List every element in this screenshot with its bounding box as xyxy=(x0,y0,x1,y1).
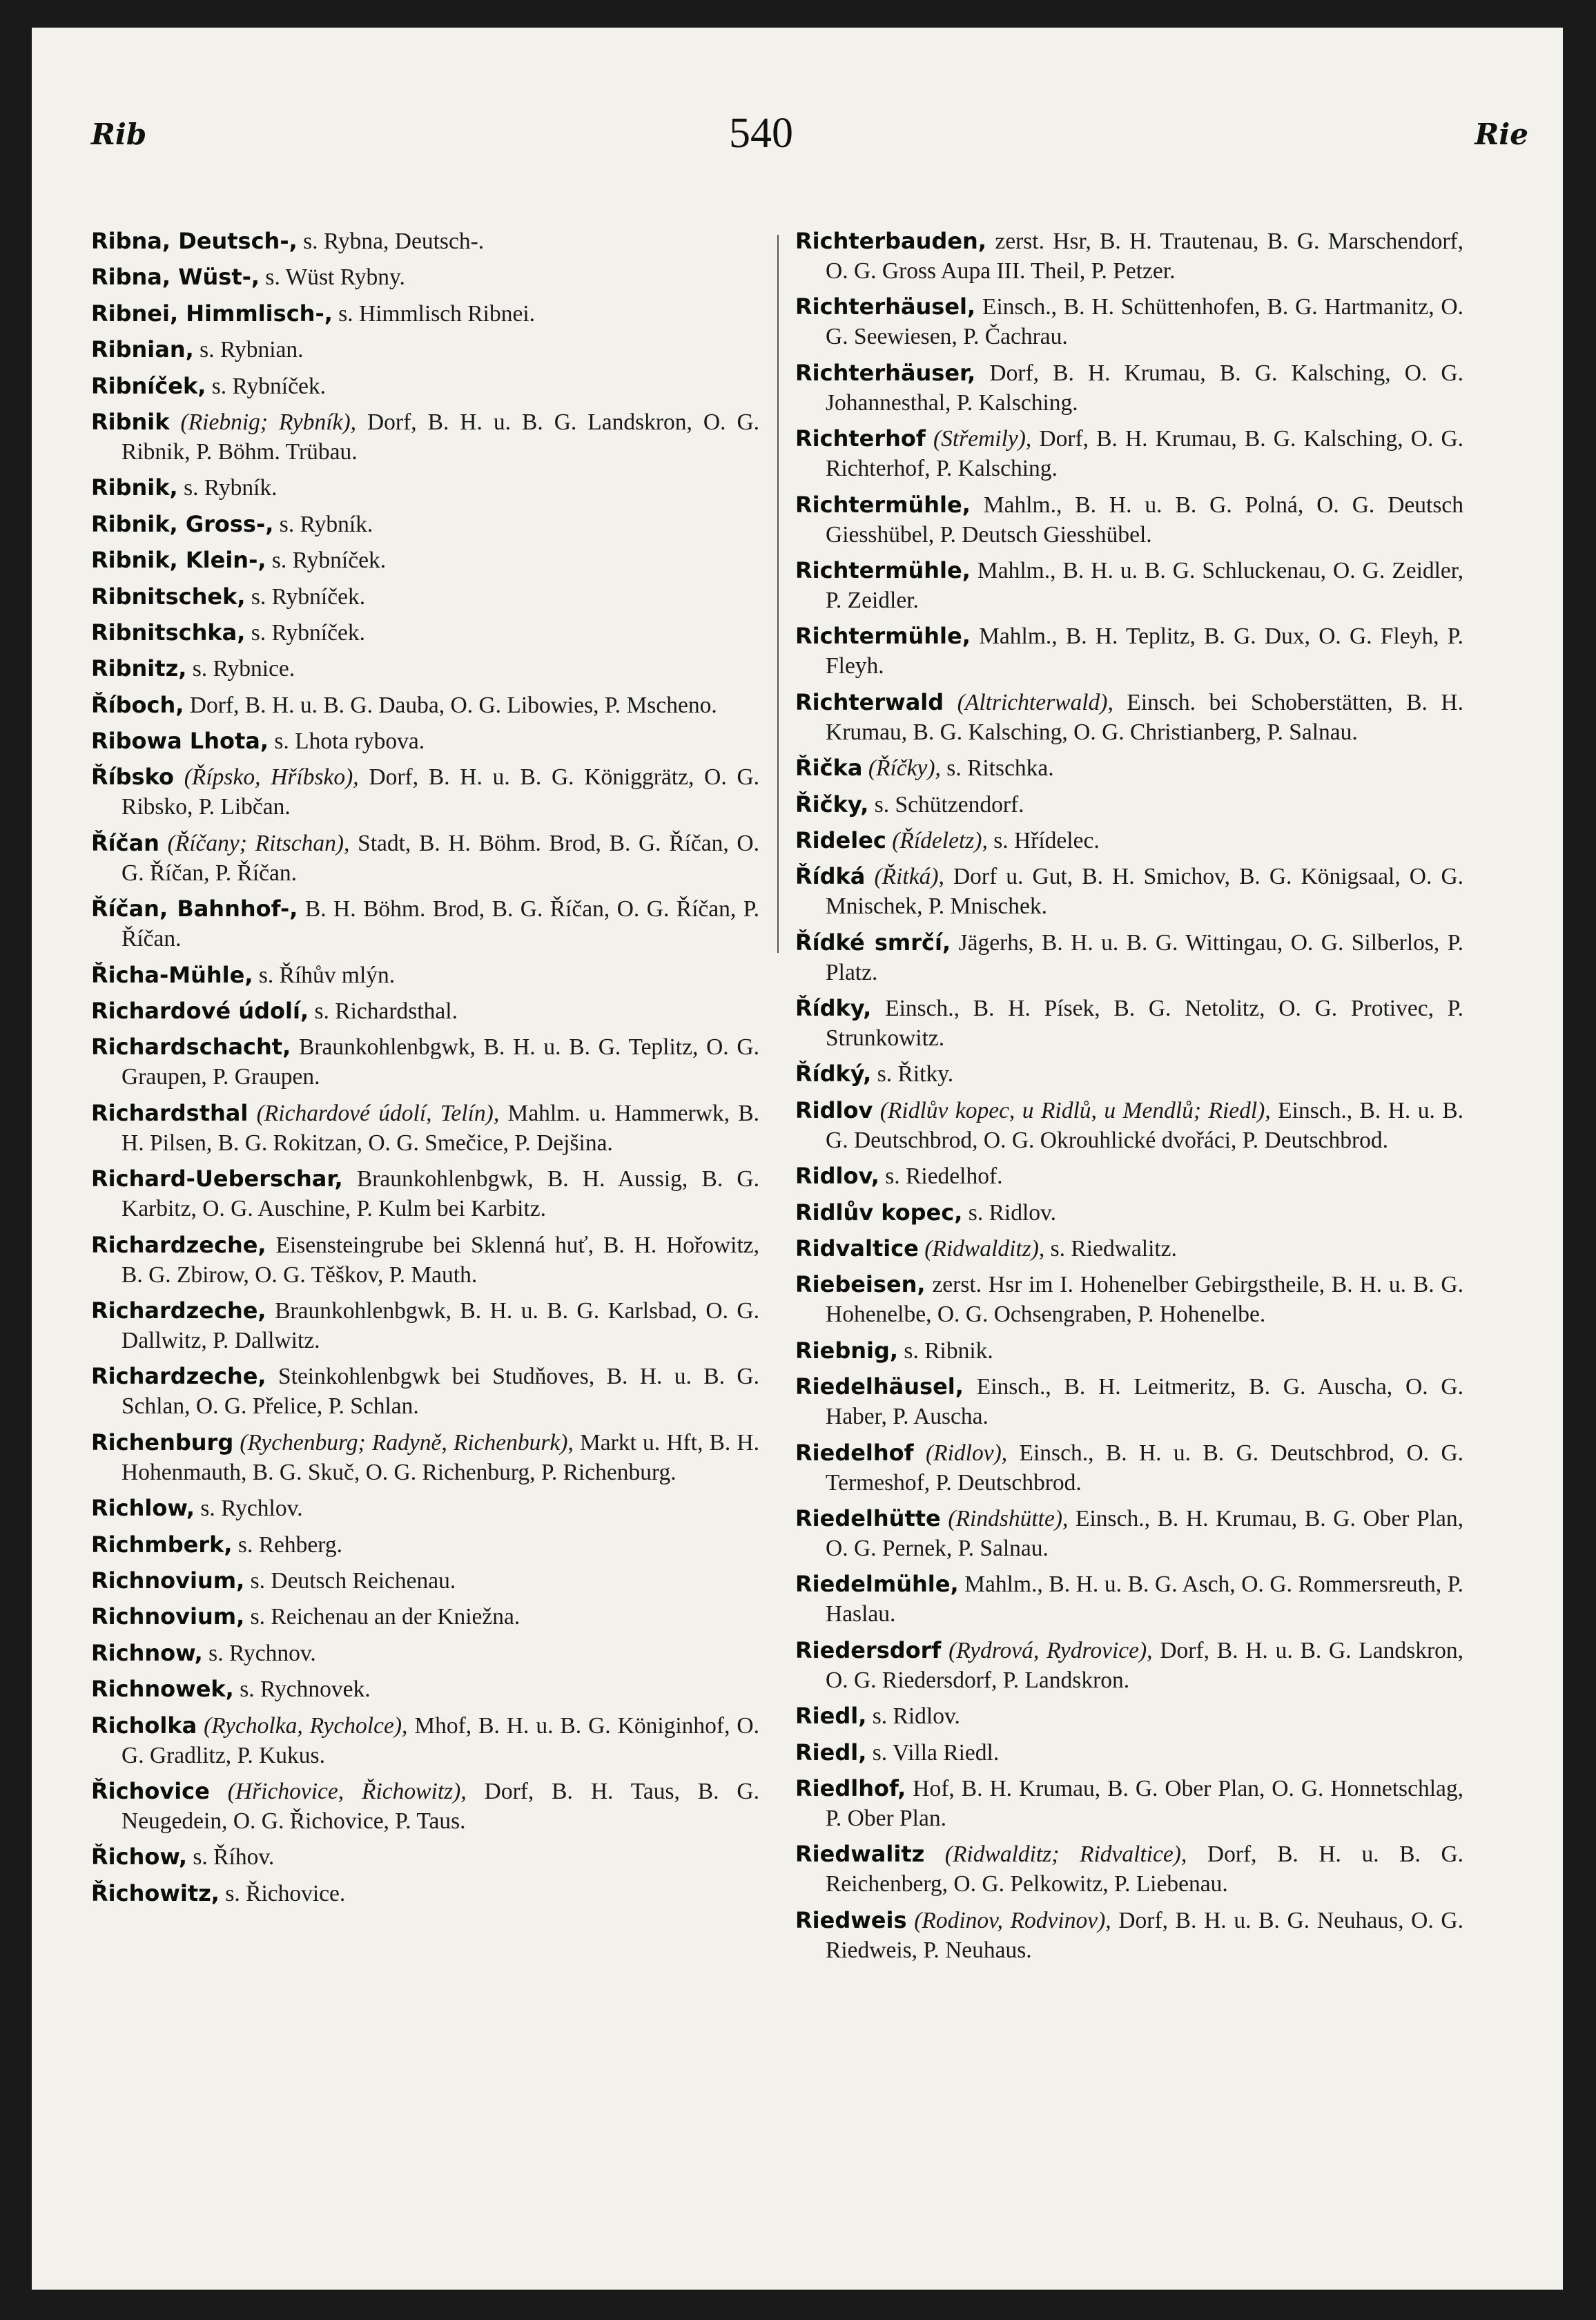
entry xyxy=(795,1839,1463,1899)
entry xyxy=(795,1636,1463,1695)
entry-variant-names: (Richardové údolí, Telín), xyxy=(256,1100,500,1126)
entry-headword: Ribnitz, xyxy=(91,655,187,682)
entry-headword: Richnovium, xyxy=(91,1567,245,1594)
entry xyxy=(91,1428,759,1487)
entry-headword: Ribnei, Himmlisch-, xyxy=(91,300,333,327)
entry-variant-names: (Říčky), xyxy=(868,755,941,782)
entry-text: Jägerhs, B. H. u. B. G. Wittingau, O. G. Silberlos, P. Platz. xyxy=(826,929,1464,985)
entry-headword: Řídké smrčí, xyxy=(795,929,951,956)
entry-headword: Richardsthal xyxy=(91,1099,249,1126)
entry xyxy=(795,1270,1463,1329)
entry-text: Dorf, B. H. Krumau, B. G. Kalsching, O. G. Richterhof, P. Kalsching. xyxy=(826,426,1464,482)
entry-text: s. Rybníček. xyxy=(251,619,365,646)
entry-headword: Richardové údolí, xyxy=(91,998,309,1025)
entry xyxy=(795,490,1463,550)
entry-text: Mahlm. u. Hammerwk, B. H. Pilsen, B. G. Rokitzan, O. G. Smečice, P. Dejšina. xyxy=(121,1100,760,1156)
entry xyxy=(91,371,759,401)
entry xyxy=(795,994,1463,1053)
entry-text: s. Rybníček. xyxy=(271,548,387,574)
entry-text: Braunkohlenbgwk, B. H. u. B. G. Karlsbad, O. G. Dallwitz, P. Dallwitz. xyxy=(121,1297,759,1353)
entry-headword: Riedlhof, xyxy=(795,1775,906,1801)
entry xyxy=(795,1906,1463,1965)
entry-headword: Richtermühle, xyxy=(795,557,971,583)
entry xyxy=(795,862,1463,921)
entry-variant-names: (Riebnig; Rybník), xyxy=(180,409,356,435)
entry-text: Hof, B. H. Krumau, B. G. Ober Plan, O. G. Honnetschlag, P. Ober Plan. xyxy=(826,1775,1464,1831)
entry-headword: Richardschacht, xyxy=(91,1034,291,1061)
page-number: 540 xyxy=(729,110,793,157)
left-column xyxy=(91,226,759,1915)
entry-text: s. Říhův mlýn. xyxy=(258,962,396,988)
entry xyxy=(91,1602,759,1632)
entry-text: Einsch., B. H. Schüttenhofen, B. G. Hartmanitz, O. G. Seewiesen, P. Čachrau. xyxy=(826,294,1464,350)
entry-headword: Richnovium, xyxy=(91,1603,245,1630)
entry-headword: Říboch, xyxy=(91,691,184,718)
entry xyxy=(91,1674,759,1704)
entry-variant-names: (Střemily), xyxy=(933,426,1032,452)
entry-headword: Richlow, xyxy=(91,1495,195,1522)
entry-text: s. Řitky. xyxy=(877,1061,954,1088)
entry-headword: Ribna, Deutsch-, xyxy=(91,228,298,254)
entry-text: Dorf u. Gut, B. H. Smichov, B. G. Königsaal, O. G. Mnischek, P. Mnischek. xyxy=(826,864,1464,920)
right-column xyxy=(795,226,1463,1971)
entry-headword: Řička xyxy=(795,755,863,782)
entry xyxy=(91,299,759,329)
entry xyxy=(91,545,759,575)
entry xyxy=(91,510,759,539)
entry-headword: Ribníček, xyxy=(91,372,206,399)
entry-headword: Richardzeche, xyxy=(91,1363,266,1390)
entry-text: s. Rybnian. xyxy=(200,337,304,363)
entry-headword: Riedelhäusel, xyxy=(795,1373,964,1400)
entry-headword: Riebnig, xyxy=(795,1337,899,1364)
entry-variant-names: (Rindshütte), xyxy=(948,1505,1069,1531)
entry xyxy=(91,1638,759,1668)
entry-text: s. Villa Riedl. xyxy=(872,1739,1000,1766)
entry-headword: Ribnik xyxy=(91,408,170,435)
entry xyxy=(795,1161,1463,1191)
entry-text: Dorf, B. H. u. B. G. Neuhaus, O. G. Riedweis, P. Neuhaus. xyxy=(826,1907,1464,1963)
entry-headword: Richterhäuser, xyxy=(795,359,976,386)
entry-text: s. Řichovice. xyxy=(225,1880,346,1906)
entry xyxy=(91,1296,759,1355)
entry-text: s. Ribnik. xyxy=(904,1337,993,1364)
entry-headword: Richardzeche, xyxy=(91,1231,266,1258)
entry-text: s. Riedelhof. xyxy=(885,1163,1003,1190)
entry xyxy=(91,690,759,720)
entry xyxy=(91,1362,759,1421)
entry-text: s. Říhov. xyxy=(193,1844,275,1870)
entry-text: s. Ritschka. xyxy=(946,755,1054,782)
entry-text: Braunkohlenbgwk, B. H. u. B. G. Teplitz, O. G. Graupen, P. Graupen. xyxy=(121,1034,759,1090)
dictionary-page xyxy=(32,28,1563,2290)
entry xyxy=(91,762,759,822)
header-right-guide-word: Rie xyxy=(1475,117,1528,151)
entry-variant-names: (Řípsko, Hříbsko), xyxy=(184,764,359,791)
entry-text: Dorf, B. H. Krumau, B. G. Kalsching, O. G. Johannesthal, P. Kalsching. xyxy=(826,360,1464,416)
entry xyxy=(91,1879,759,1908)
entry-text: Stadt, B. H. Böhm. Brod, B. G. Říčan, O. G. Říčan, P. Říčan. xyxy=(121,830,759,886)
entry xyxy=(91,1164,759,1224)
header-left-guide-word: Rib xyxy=(91,117,147,151)
entry-headword: Řídký, xyxy=(795,1061,872,1088)
entry-text: s. Rybníček. xyxy=(251,583,366,610)
entry-headword: Richterbauden, xyxy=(795,228,986,254)
entry xyxy=(795,1198,1463,1228)
entry-headword: Ridelec xyxy=(795,826,886,853)
entry-text: s. Wüst Rybny. xyxy=(265,264,405,291)
entry-headword: Řichowitz, xyxy=(91,1879,220,1906)
entry-headword: Řichow, xyxy=(91,1844,188,1870)
entry-text: Mahlm., B. H. u. B. G. Polná, O. G. Deutsch Giesshübel, P. Deutsch Giesshübel. xyxy=(826,492,1464,548)
entry xyxy=(795,928,1463,987)
entry xyxy=(91,1032,759,1092)
entry-headword: Richterhof xyxy=(795,425,926,452)
entry xyxy=(795,1234,1463,1264)
entry-headword: Ribna, Wüst-, xyxy=(91,264,260,291)
entry-headword: Říčan, Bahnhof-, xyxy=(91,896,298,922)
entry-text: Einsch., B. H. Krumau, B. G. Ober Plan, O. G. Pernek, P. Salnau. xyxy=(826,1505,1464,1561)
entry xyxy=(795,226,1463,286)
entry-text: s. Hřídelec. xyxy=(993,827,1100,853)
entry xyxy=(91,1230,759,1290)
entry-text: s. Schützendorf. xyxy=(874,791,1024,818)
entry-headword: Richnow, xyxy=(91,1639,203,1666)
entry-text: Einsch., B. H. Leitmeritz, B. G. Auscha, O. G. Haber, P. Auscha. xyxy=(826,1374,1463,1430)
entry-headword: Ridlov xyxy=(795,1096,873,1123)
entry-headword: Richterhäusel, xyxy=(795,293,976,320)
entry-headword: Richtermühle, xyxy=(795,491,971,518)
entry-headword: Ridlův kopec, xyxy=(795,1199,963,1226)
entry-text: s. Rychlov. xyxy=(200,1496,303,1522)
entry-text: Steinkohlenbgwk bei Studňoves, B. H. u. B. G. Schlan, O. G. Přelice, P. Schlan. xyxy=(121,1364,760,1420)
entry-text: B. H. Böhm. Brod, B. G. Říčan, O. G. Říčan, P. Říčan. xyxy=(121,896,760,952)
entry xyxy=(91,1566,759,1596)
entry-headword: Ribnik, xyxy=(91,474,178,501)
entry-headword: Richtermühle, xyxy=(795,623,971,650)
entry-headword: Ribnik, Klein-, xyxy=(91,547,266,574)
entry-text: Dorf, B. H. u. B. G. Landskron, O. G. Ribnik, P. Böhm. Trübau. xyxy=(121,409,760,465)
entry xyxy=(795,621,1463,681)
entry-text: Mahlm., B. H. u. B. G. Asch, O. G. Rommersreuth, P. Haslau. xyxy=(826,1572,1463,1627)
entry-variant-names: (Rydrová, Rydrovice), xyxy=(948,1637,1153,1663)
entry xyxy=(795,424,1463,483)
entry xyxy=(795,556,1463,615)
entry-variant-names: (Altrichterwald), xyxy=(957,689,1113,715)
entry-text: s. Rehberg. xyxy=(237,1531,342,1558)
entry xyxy=(795,1059,1463,1089)
entry-headword: Richardzeche, xyxy=(91,1297,266,1324)
entry xyxy=(795,1701,1463,1731)
entry xyxy=(91,407,759,467)
entry-text: s. Reichenau an der Kniežna. xyxy=(250,1604,520,1630)
column-divider xyxy=(777,235,779,953)
entry-headword: Řídká xyxy=(795,863,866,890)
entry-text: s. Rybník. xyxy=(184,475,278,501)
entry-headword: Riebeisen, xyxy=(795,1271,926,1298)
entry xyxy=(91,1099,759,1158)
entry-headword: Richterwald xyxy=(795,688,944,715)
entry xyxy=(91,726,759,756)
entry-headword: Riedl, xyxy=(795,1739,867,1766)
entry xyxy=(795,1569,1463,1629)
entry-text: Einsch., B. H. u. B. G. Deutschbrod, O. G. Okrouhlické dvořáci, P. Deutschbrod. xyxy=(826,1097,1464,1153)
entry xyxy=(91,654,759,684)
entry-headword: Riedelhütte xyxy=(795,1505,941,1531)
entry-headword: Řídky, xyxy=(795,995,872,1022)
entry-text: Braunkohlenbgwk, B. H. Aussig, B. G. Karbitz, O. G. Auschine, P. Kulm bei Karbitz. xyxy=(121,1166,760,1222)
entry-variant-names: (Ridwalditz; Ridvaltice), xyxy=(944,1842,1187,1868)
entry xyxy=(795,826,1463,856)
entry-text: s. Rybna, Deutsch-. xyxy=(303,229,485,254)
entry-headword: Řicha-Mühle, xyxy=(91,961,253,988)
entry xyxy=(91,829,759,888)
entry-variant-names: (Řitká), xyxy=(874,864,944,890)
entry-text: s. Rychnovek. xyxy=(240,1676,371,1703)
entry-headword: Řičky, xyxy=(795,791,869,818)
entry xyxy=(91,226,759,256)
entry xyxy=(795,1096,1463,1155)
entry-text: s. Ridlov. xyxy=(968,1199,1056,1226)
entry-variant-names: (Říčany; Ritschan), xyxy=(167,830,350,856)
entry-text: s. Rybníček. xyxy=(211,373,326,399)
entry-headword: Richnowek, xyxy=(91,1676,234,1703)
entry-variant-names: (Rychenburg; Radyně, Richenburk), xyxy=(240,1429,574,1456)
entry-variant-names: (Rycholka, Rycholce), xyxy=(204,1712,408,1739)
entry-headword: Ribnik, Gross-, xyxy=(91,510,274,537)
entry-text: Dorf, B. H. u. B. G. Dauba, O. G. Libowies, P. Mscheno. xyxy=(189,692,717,718)
entry-headword: Riedersdorf xyxy=(795,1636,942,1663)
entry xyxy=(91,582,759,612)
entry-text: Dorf, B. H. Taus, B. G. Neugedein, O. G. Řichovice, P. Taus. xyxy=(121,1778,759,1834)
entry-text: zerst. Hsr, B. H. Trautenau, B. G. Marschendorf, O. G. Gross Aupa III. Theil, P. Petzer. xyxy=(826,229,1464,284)
entry xyxy=(91,960,759,990)
entry-text: s. Deutsch Reichenau. xyxy=(250,1567,456,1594)
entry xyxy=(91,618,759,648)
entry xyxy=(795,1336,1463,1366)
entry xyxy=(795,1774,1463,1833)
entry-headword: Richenburg xyxy=(91,1429,234,1456)
entry-headword: Ribnitschka, xyxy=(91,619,246,646)
entry-variant-names: (Ridlov), xyxy=(925,1440,1008,1466)
entry xyxy=(91,262,759,292)
entry-headword: Riedelhof xyxy=(795,1439,914,1466)
entry-text: zerst. Hsr im I. Hohenelber Gebirgstheile, B. H. u. B. G. Hohenelbe, O. G. Ochsengraben, P. Hohenelbe. xyxy=(826,1272,1463,1328)
entry xyxy=(795,1738,1463,1768)
entry-variant-names: (Rodinov, Rodvinov), xyxy=(914,1907,1111,1933)
entry-headword: Ribnian, xyxy=(91,336,194,363)
entry-headword: Riedweis xyxy=(795,1906,907,1933)
entry-text: Dorf, B. H. u. B. G. Reichenberg, O. G. Pelkowitz, P. Liebenau. xyxy=(826,1842,1464,1897)
entry xyxy=(91,1494,759,1523)
entry xyxy=(91,1711,759,1770)
entry xyxy=(795,358,1463,418)
entry xyxy=(91,335,759,365)
entry-variant-names: (Hřichovice, Řichowitz), xyxy=(227,1778,467,1804)
entry-text: Einsch., B. H. Písek, B. G. Netolitz, O. G. Protivec, P. Strunkowitz. xyxy=(826,996,1464,1052)
entry-text: Dorf, B. H. u. B. G. Königgrätz, O. G. Ribsko, P. Libčan. xyxy=(121,764,760,820)
entry xyxy=(91,1530,759,1560)
entry-headword: Riedwalitz xyxy=(795,1841,925,1868)
entry xyxy=(91,1777,759,1836)
entry-headword: Richard-Ueberschar, xyxy=(91,1166,343,1192)
entry-variant-names: (Řídeletz), xyxy=(892,827,988,853)
entry-text: Markt u. Hft, B. H. Hohenmauth, B. G. Skuč, O. G. Richenburg, P. Richenburg. xyxy=(121,1429,759,1485)
entry-text: Mahlm., B. H. Teplitz, B. G. Dux, O. G. Fleyh, P. Fleyh. xyxy=(826,624,1464,679)
entry-text: Dorf, B. H. u. B. G. Landskron, O. G. Riedersdorf, P. Landskron. xyxy=(826,1637,1463,1693)
entry xyxy=(91,473,759,503)
entry xyxy=(91,1842,759,1872)
entry xyxy=(795,790,1463,820)
entry xyxy=(795,753,1463,783)
entry-headword: Říbsko xyxy=(91,764,174,791)
entry-text: s. Riedwalitz. xyxy=(1050,1236,1177,1262)
entry-text: s. Ridlov. xyxy=(872,1703,960,1730)
entry-headword: Ribowa Lhota, xyxy=(91,728,269,755)
entry-headword: Richolka xyxy=(91,1712,197,1739)
entry xyxy=(795,1438,1463,1498)
entry-headword: Richmberk, xyxy=(91,1531,233,1558)
entry-text: s. Rybník. xyxy=(279,511,373,537)
entry-headword: Riedelmühle, xyxy=(795,1571,959,1598)
entry xyxy=(795,1372,1463,1431)
entry xyxy=(91,996,759,1026)
entry-headword: Ribnitschek, xyxy=(91,583,246,610)
entry-text: Einsch., B. H. u. B. G. Deutschbrod, O. G. Termeshof, P. Deutschbrod. xyxy=(826,1440,1464,1496)
entry-text: s. Rybnice. xyxy=(192,656,295,682)
entry-headword: Říčan xyxy=(91,829,159,856)
entry-text: s. Lhota rybova. xyxy=(274,728,425,755)
entry-text: s. Richardsthal. xyxy=(314,998,458,1025)
entry-text: s. Himmlisch Ribnei. xyxy=(338,300,535,327)
entry xyxy=(795,688,1463,747)
entry-text: Mahlm., B. H. u. B. G. Schluckenau, O. G. Zeidler, P. Zeidler. xyxy=(826,557,1463,613)
entry-text: Einsch. bei Schoberstätten, B. H. Krumau, B. G. Kalsching, O. G. Christianberg, P. Salnau. xyxy=(826,689,1463,745)
entry-text: Mhof, B. H. u. B. G. Königinhof, O. G. Gradlitz, P. Kukus. xyxy=(121,1712,759,1768)
entry xyxy=(91,894,759,954)
entry-variant-names: (Ridlův kopec, u Ridlů, u Mendlů; Riedl), xyxy=(879,1097,1271,1123)
entry-headword: Řichovice xyxy=(91,1777,210,1804)
entry-text: s. Rychnov. xyxy=(208,1640,316,1666)
entry-text: Eisensteingrube bei Sklenná huť, B. H. Hořowitz, B. G. Zbirow, O. G. Těškov, P. Mauth. xyxy=(121,1232,759,1288)
entry xyxy=(795,292,1463,351)
entry xyxy=(795,1504,1463,1563)
entry-headword: Ridlov, xyxy=(795,1163,879,1190)
entry-variant-names: (Ridwalditz), xyxy=(924,1236,1045,1262)
entry-headword: Ridvaltice xyxy=(795,1235,919,1262)
entry-headword: Riedl, xyxy=(795,1703,867,1730)
